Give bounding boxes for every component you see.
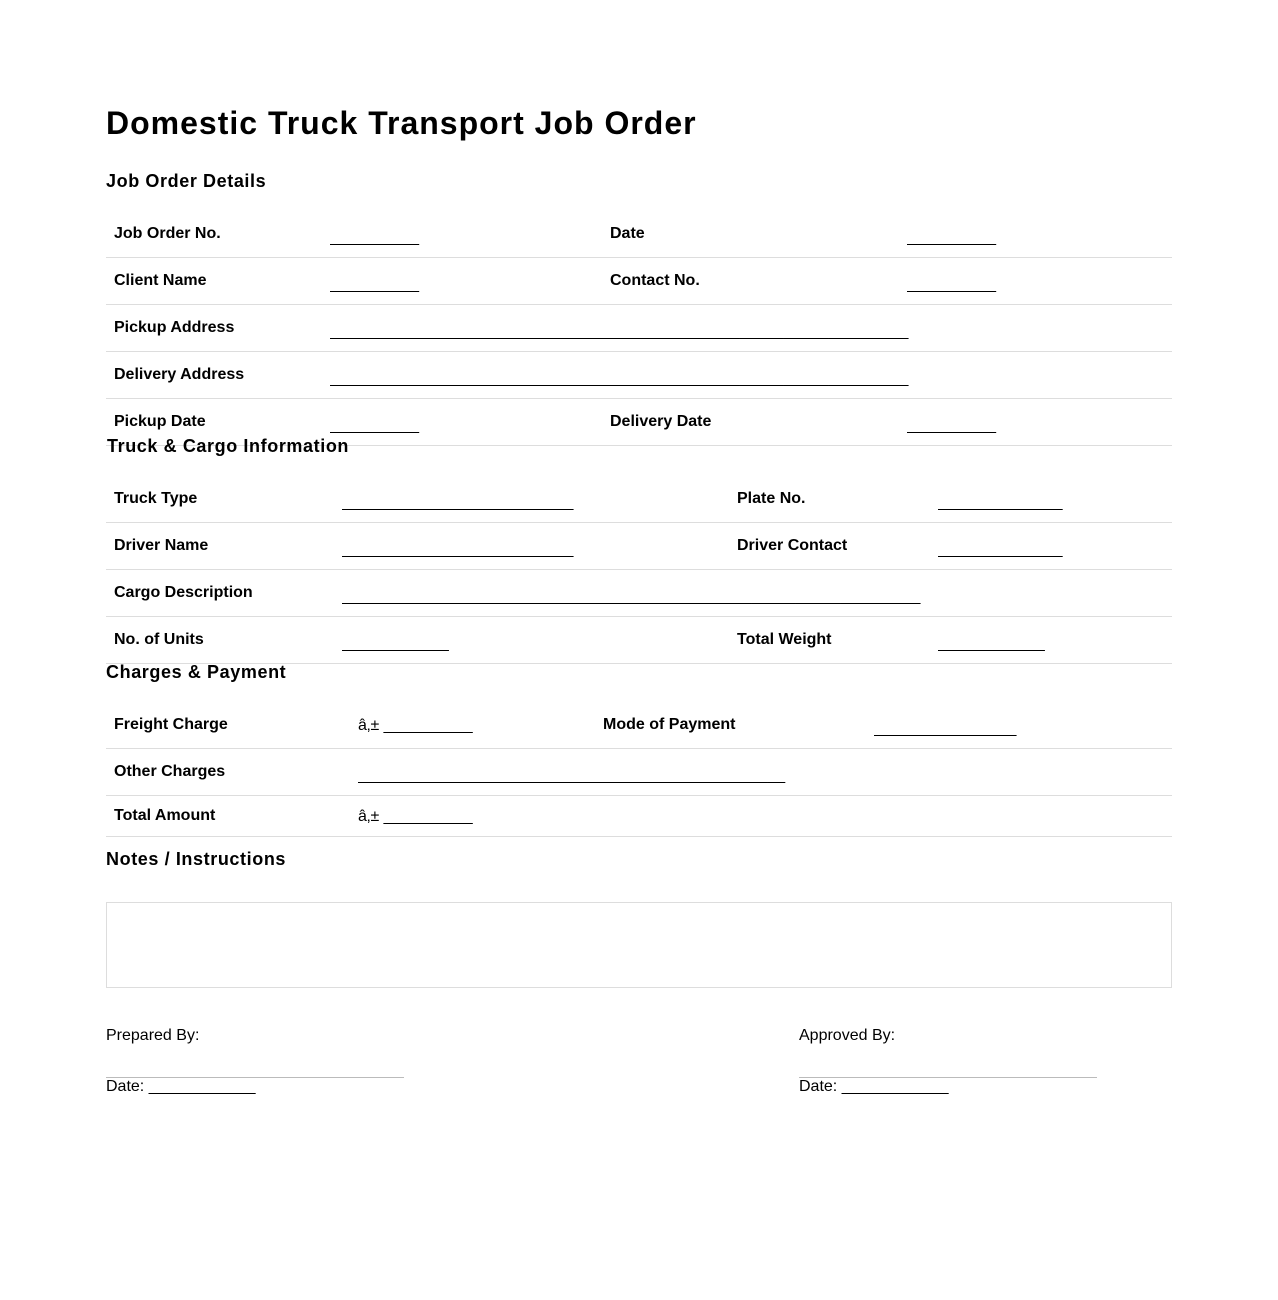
- table-row: [106, 258, 1172, 305]
- field-label-delivery-date: Delivery Date: [602, 399, 907, 446]
- field-label-plate-no: Plate No.: [729, 476, 938, 523]
- prepared-by-block: [106, 1026, 404, 1096]
- section-heading-job-order: Job Order Details: [106, 171, 267, 191]
- field-label-freight-charge: Freight Charge: [106, 702, 358, 749]
- charges-table: [106, 702, 1172, 837]
- cargo-description-field[interactable]: _________________________________________________________________: [342, 570, 1172, 617]
- table-row: [106, 211, 1172, 258]
- approved-by-date[interactable]: Date: ____________: [799, 1078, 949, 1095]
- total-amount-field[interactable]: â‚± __________: [358, 796, 1172, 837]
- table-row: [106, 523, 1172, 570]
- notes-textarea[interactable]: [106, 902, 1172, 988]
- field-label-driver-name: Driver Name: [106, 523, 342, 570]
- field-label-mode-of-payment: Mode of Payment: [595, 702, 874, 749]
- field-label-date: Date: [602, 211, 907, 258]
- prepared-by-date[interactable]: Date: ____________: [106, 1078, 256, 1095]
- field-label-total-amount: Total Amount: [106, 796, 358, 837]
- truck-type-field[interactable]: __________________________: [342, 476, 729, 523]
- freight-charge-field[interactable]: â‚± __________: [358, 702, 595, 749]
- approved-by-label: Approved By:: [799, 1027, 896, 1044]
- pickup-date-field[interactable]: __________: [330, 399, 602, 446]
- mode-of-payment-field[interactable]: ________________: [874, 702, 1172, 749]
- field-label-other-charges: Other Charges: [106, 749, 358, 796]
- table-row: [106, 476, 1172, 523]
- section-heading-charges: Charges & Payment: [106, 662, 287, 682]
- field-label-truck-type: Truck Type: [106, 476, 342, 523]
- field-label-driver-contact: Driver Contact: [729, 523, 938, 570]
- job-order-details-table: [106, 211, 1172, 446]
- field-label-no-of-units: No. of Units: [106, 617, 342, 664]
- table-row: [106, 796, 1172, 837]
- table-row: [106, 352, 1172, 399]
- approved-by-block: [799, 1026, 1097, 1096]
- field-label-total-weight: Total Weight: [729, 617, 938, 664]
- plate-no-field[interactable]: ______________: [938, 476, 1172, 523]
- field-label-client-name: Client Name: [106, 258, 330, 305]
- delivery-date-field[interactable]: __________: [907, 399, 1172, 446]
- field-label-job-order-no: Job Order No.: [106, 211, 330, 258]
- field-label-contact-no: Contact No.: [602, 258, 907, 305]
- table-row: [106, 749, 1172, 796]
- total-weight-field[interactable]: ____________: [938, 617, 1172, 664]
- driver-name-field[interactable]: __________________________: [342, 523, 729, 570]
- table-row: [106, 702, 1172, 749]
- other-charges-field[interactable]: ________________________________________________: [358, 749, 1172, 796]
- no-of-units-field[interactable]: ____________: [342, 617, 729, 664]
- field-label-delivery-address: Delivery Address: [106, 352, 330, 399]
- section-heading-notes: Notes / Instructions: [106, 849, 287, 869]
- table-row: [106, 617, 1172, 664]
- date-field[interactable]: __________: [907, 211, 1172, 258]
- driver-contact-field[interactable]: ______________: [938, 523, 1172, 570]
- contact-no-field[interactable]: __________: [907, 258, 1172, 305]
- truck-cargo-table: [106, 476, 1172, 664]
- job-order-no-field[interactable]: __________: [330, 211, 602, 258]
- field-label-pickup-date: Pickup Date: [106, 399, 330, 446]
- pickup-address-field[interactable]: _________________________________________________________________: [330, 305, 1172, 352]
- table-row: [106, 305, 1172, 352]
- section-heading-truck-cargo: Truck & Cargo Information: [107, 436, 350, 456]
- field-label-cargo-description: Cargo Description: [106, 570, 342, 617]
- field-label-pickup-address: Pickup Address: [106, 305, 330, 352]
- client-name-field[interactable]: __________: [330, 258, 602, 305]
- table-row: [106, 570, 1172, 617]
- delivery-address-field[interactable]: _________________________________________________________________: [330, 352, 1172, 399]
- prepared-by-label: Prepared By:: [106, 1027, 200, 1044]
- page-title: Domestic Truck Transport Job Order: [106, 105, 697, 141]
